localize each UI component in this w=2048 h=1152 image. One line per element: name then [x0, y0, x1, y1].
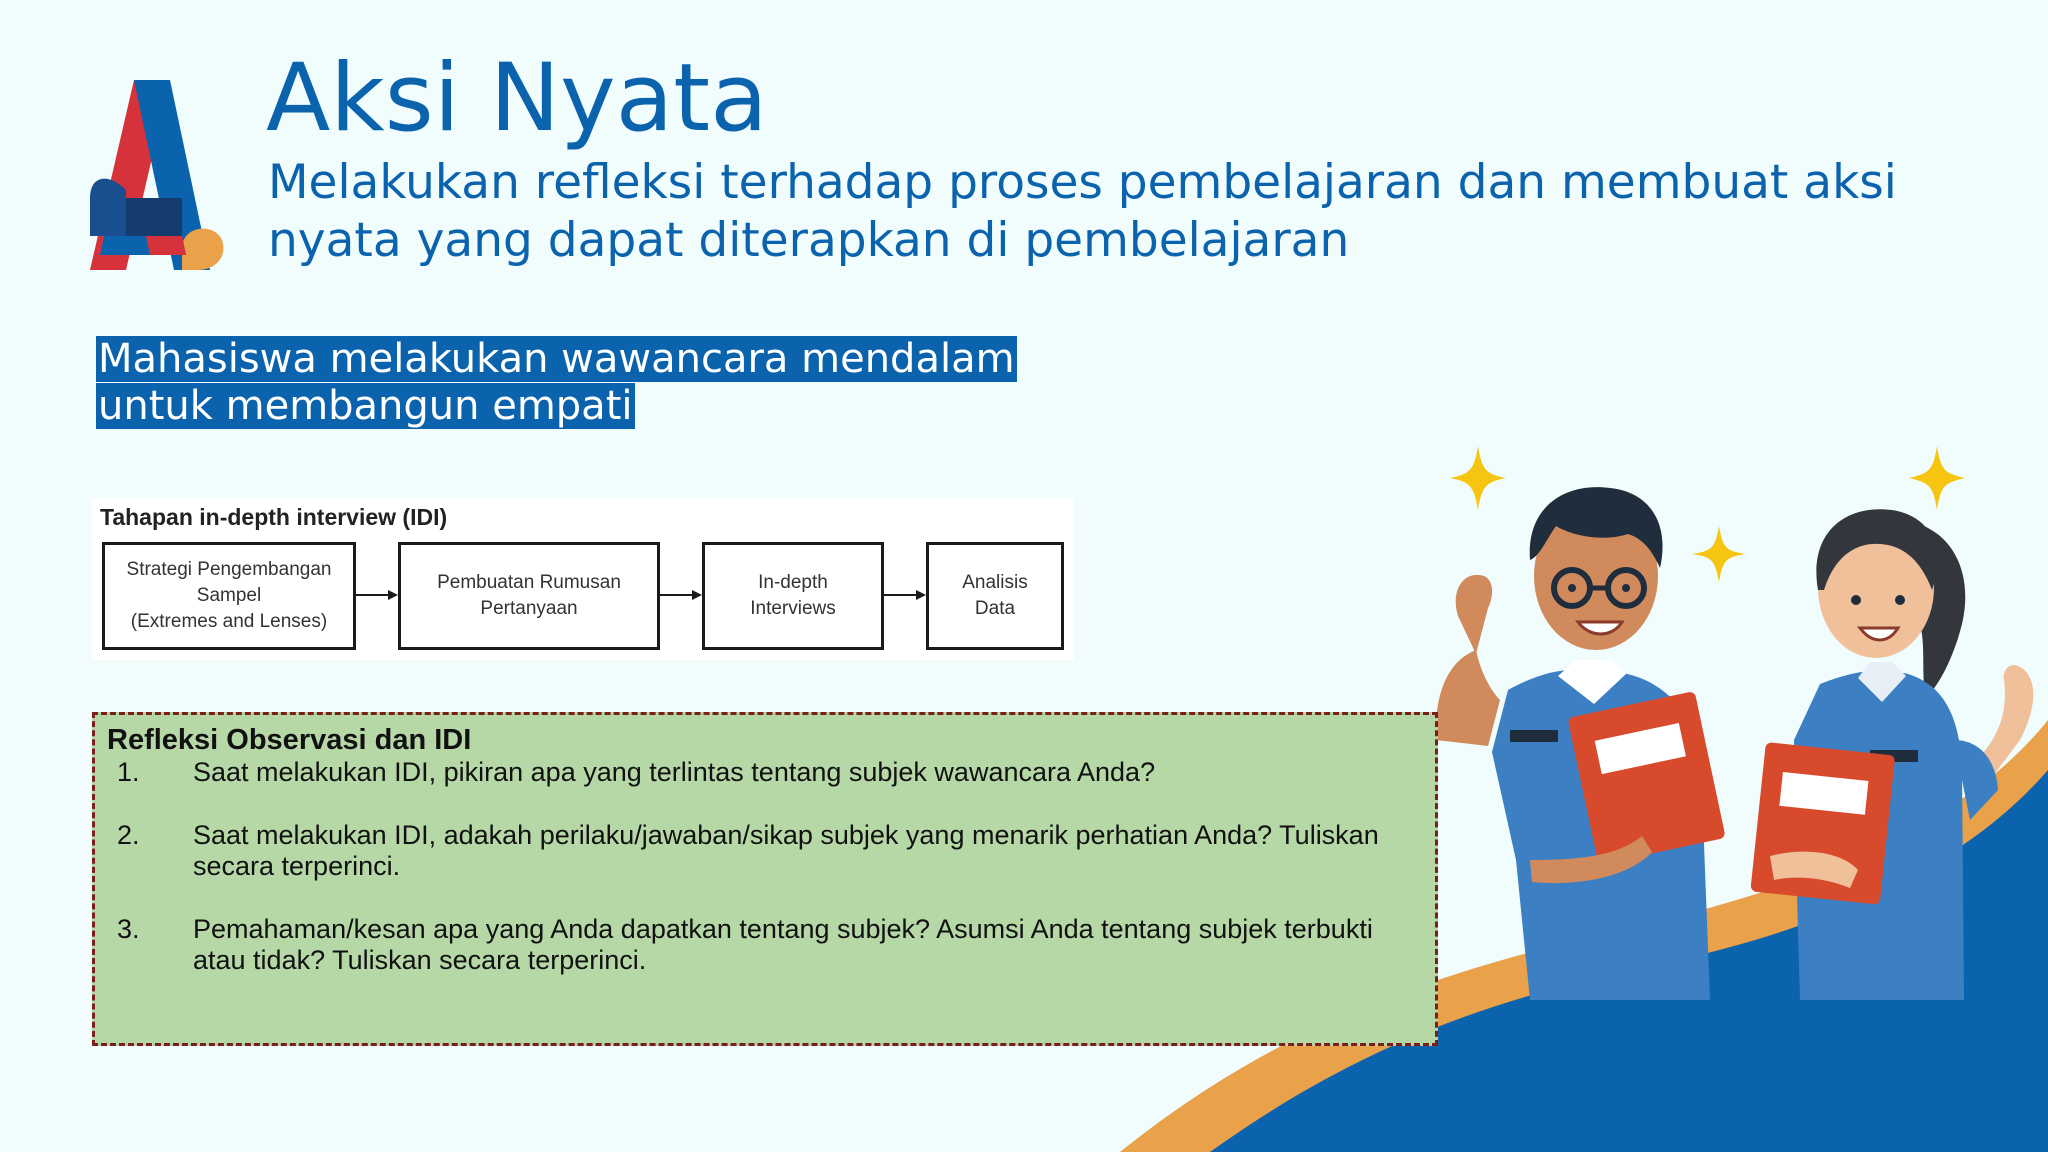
reflection-box [92, 712, 1438, 1046]
reflection-item-2-text: Saat melakukan IDI, adakah perilaku/jawaban/sikap subjek yang menarik perhatian Anda? Tuliskan secara terperinci. [193, 820, 1379, 881]
reflection-item-2-number: 2. [117, 820, 140, 850]
reflection-item-2 [107, 820, 1421, 882]
idi-diagram [92, 498, 1074, 660]
page-title: Aksi Nyata [266, 44, 768, 153]
reflection-item-1-number: 1. [117, 757, 140, 787]
arrow-right-icon [356, 588, 398, 602]
idi-step-3-label: In-depth Interviews [750, 572, 836, 619]
idi-step-2-label: Pembuatan Rumusan Pertanyaan [437, 572, 621, 619]
idi-step-4 [926, 542, 1064, 650]
highlight-line-1: Mahasiswa melakukan wawancara mendalam [98, 336, 1015, 382]
reflection-list [107, 757, 1421, 976]
arrow-right-icon [660, 588, 702, 602]
idi-step-4-label: Analisis Data [962, 572, 1028, 619]
idi-step-1-label: Strategi Pengembangan Sampel (Extremes and Lenses) [126, 559, 332, 632]
page-subtitle: Melakukan refleksi terhadap proses pembelajaran dan membuat aksi nyata yang dapat diterapkan di pembelajaran [268, 155, 1897, 268]
students-illustration [1380, 440, 2048, 1000]
idi-step-3 [702, 542, 884, 650]
highlight-heading [96, 336, 1017, 430]
arrow-right-icon [884, 588, 926, 602]
reflection-item-3-text: Pemahaman/kesan apa yang Anda dapatkan tentang subjek? Asumsi Anda tentang subjek terbukti atau tidak? Tuliskan secara terperinci. [193, 914, 1373, 975]
reflection-item-1-text: Saat melakukan IDI, pikiran apa yang terlintas tentang subjek wawancara Anda? [193, 757, 1156, 787]
reflection-item-1 [107, 757, 1421, 788]
logo-a-icon [90, 80, 226, 270]
reflection-item-3 [107, 914, 1421, 976]
reflection-item-3-number: 3. [117, 914, 140, 944]
idi-diagram-title: Tahapan in-depth interview (IDI) [100, 504, 448, 530]
idi-step-2 [398, 542, 660, 650]
idi-step-1 [102, 542, 356, 650]
highlight-line-2: untuk membangun empati [98, 383, 633, 429]
reflection-title: Refleksi Observasi dan IDI [107, 724, 472, 756]
